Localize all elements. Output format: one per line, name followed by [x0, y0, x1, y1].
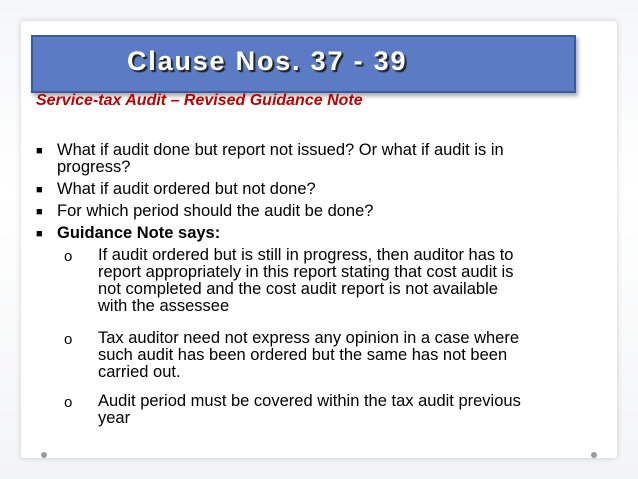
title-banner [31, 35, 576, 93]
bullet-line: progress? [57, 158, 131, 176]
bullet-marker: ■ [36, 184, 43, 196]
slide-title: Clause Nos. 37 - 39 [127, 46, 408, 76]
bullet-item [57, 142, 597, 176]
bullet-line: For which period should the audit be done? [57, 202, 374, 220]
sub-bullet-marker: o [64, 394, 73, 411]
bullet-marker: ■ [36, 228, 43, 240]
bullet-marker: ■ [36, 145, 43, 157]
bullet-item [57, 225, 597, 242]
sub-bullet-line: If audit ordered but is still in progress, then auditor has to [98, 246, 514, 264]
bullet-line: What if audit ordered but not done? [57, 180, 316, 198]
sub-bullet-item [98, 330, 603, 381]
sub-bullet-item [98, 247, 603, 315]
sub-bullet-line: year [98, 409, 131, 427]
bullet-item [57, 181, 597, 198]
bullet-line: Guidance Note says: [57, 224, 221, 242]
sub-bullet-line: such audit has been ordered but the same has not been [98, 346, 508, 364]
sub-bullet-line: Tax auditor need not express any opinion in a case where [98, 329, 520, 347]
corner-dot-left [41, 452, 47, 458]
bullet-line: What if audit done but report not issued? Or what if audit is in [57, 141, 504, 159]
sub-bullet-line: with the assessee [98, 297, 230, 315]
sub-bullet-line: not completed and the cost audit report is not available [98, 280, 498, 298]
sub-bullet-line: report appropriately in this report stating that cost audit is [98, 263, 514, 281]
sub-bullet-marker: o [64, 248, 73, 265]
corner-dot-right [591, 452, 597, 458]
bullet-marker: ■ [36, 206, 43, 218]
sub-bullet-item [98, 393, 603, 427]
slide-subtitle: Service-tax Audit – Revised Guidance Note [36, 92, 363, 109]
bullet-item [57, 203, 597, 220]
sub-bullet-line: carried out. [98, 363, 181, 381]
sub-bullet-line: Audit period must be covered within the tax audit previous [98, 392, 521, 410]
sub-bullet-marker: o [64, 331, 73, 348]
